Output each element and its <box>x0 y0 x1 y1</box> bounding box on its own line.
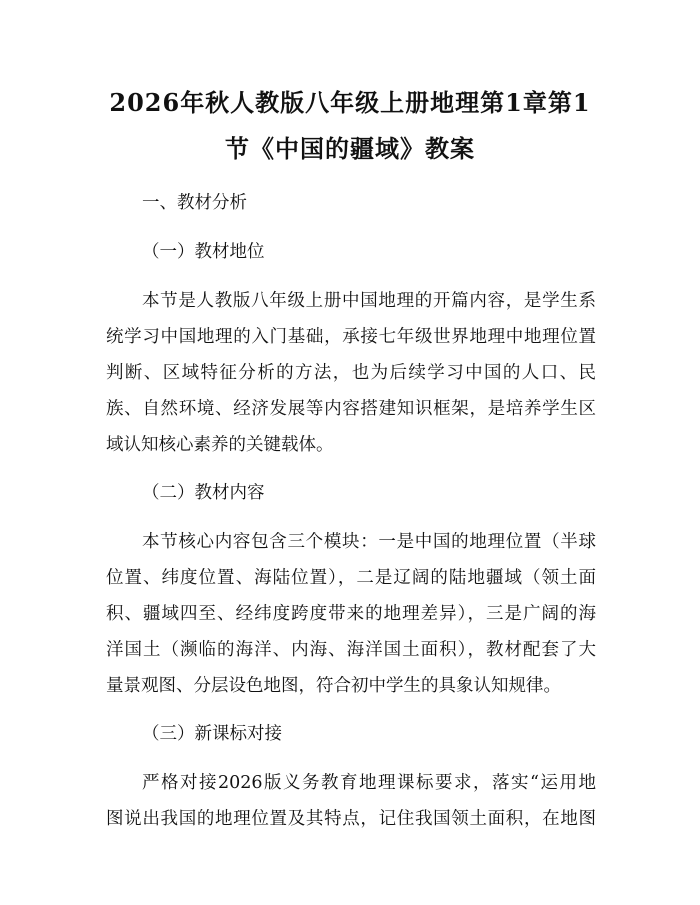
subsection-heading-3: （三）新课标对接 <box>142 724 282 744</box>
paragraph-1-line-5: 域认知核心素养的关键载体。 <box>106 435 334 455</box>
paragraph-2-line-1: 本节核心内容包含三个模块：一是中国的地理位置（半球 <box>142 532 596 552</box>
paragraph-3-line-2: 图说出我国的地理位置及其特点，记住我国领土面积，在地图 <box>106 809 596 829</box>
paragraph-1-line-1: 本节是人教版八年级上册中国地理的开篇内容，是学生系 <box>142 291 596 311</box>
document-title-line-2: 节《中国的疆域》教案 <box>225 134 475 163</box>
subsection-heading-1: （一）教材地位 <box>142 242 265 262</box>
paragraph-1-line-3: 判断、区域特征分析的方法，也为后续学习中国的人口、民 <box>106 363 596 383</box>
paragraph-1-line-2: 统学习中国地理的入门基础，承接七年级世界地理中地理位置 <box>106 327 596 347</box>
document-title-line-1: 2026年秋人教版八年级上册地理第1章第1 <box>109 88 591 117</box>
subsection-heading-2: （二）教材内容 <box>142 483 265 503</box>
paragraph-2-line-5: 量景观图、分层设色地图，符合初中学生的具象认知规律。 <box>106 676 561 696</box>
section-heading-1: 一、教材分析 <box>142 193 247 213</box>
paragraph-3-line-1: 严格对接2026版义务教育地理课标要求，落实“运用地 <box>142 773 596 793</box>
paragraph-2-line-4: 洋国土（濒临的海洋、内海、海洋国土面积），教材配套了大 <box>106 640 596 660</box>
paragraph-2-line-2: 位置、纬度位置、海陆位置），二是辽阔的陆地疆域（领土面 <box>106 568 596 588</box>
paragraph-1-line-4: 族、自然环境、经济发展等内容搭建知识框架，是培养学生区 <box>106 399 596 419</box>
paragraph-2-line-3: 积、疆域四至、经纬度跨度带来的地理差异），三是广阔的海 <box>106 604 596 624</box>
